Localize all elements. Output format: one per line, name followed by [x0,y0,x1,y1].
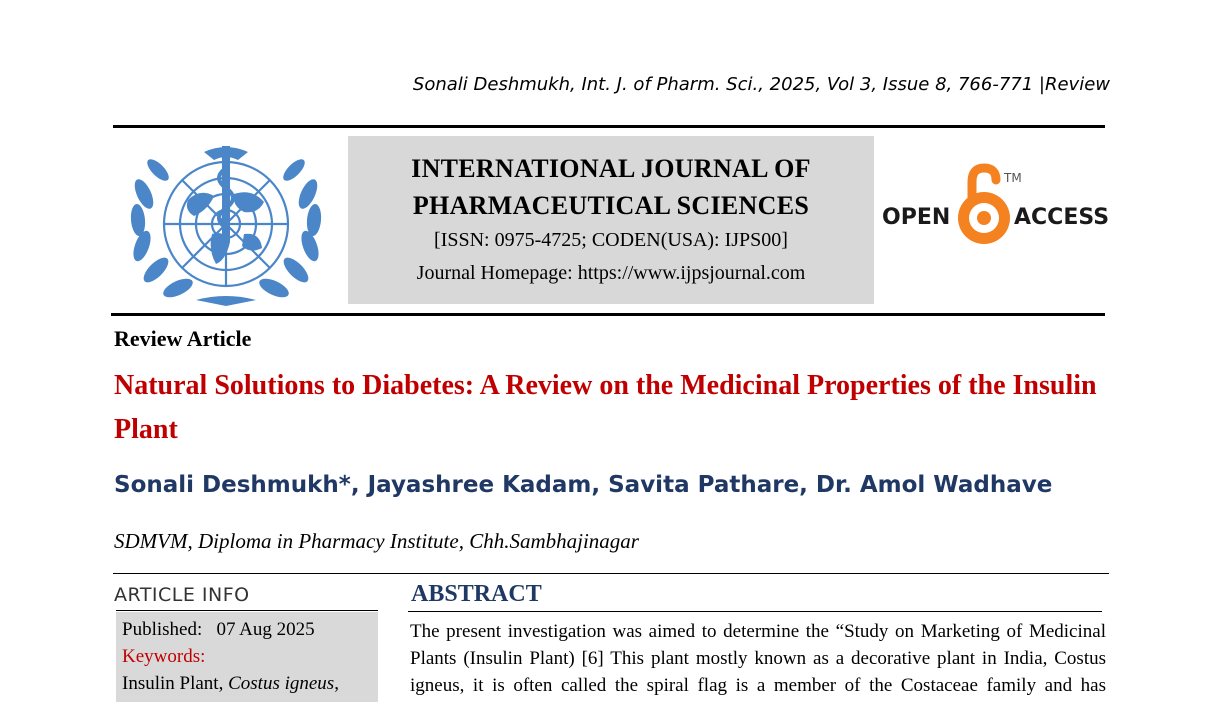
keyword-text: Insulin Plant, [122,673,229,694]
open-access-lock-icon [958,168,1010,244]
keyword-species: Costus igneus [228,673,335,694]
article-info-box [116,612,378,702]
abstract-line: igneus, it is often called the spiral flag is a member of the Costaceae family and has [410,675,1106,696]
section-divider [113,573,1109,574]
abstract-body [410,618,1106,699]
open-access-logo [880,162,1110,254]
open-access-left-text: OPEN [882,205,951,230]
article-info-underline [116,610,378,611]
published-date: 07 Aug 2025 [216,619,315,640]
journal-name-line2: PHARMACEUTICAL SCIENCES [412,191,810,220]
journal-emblem-icon [128,138,324,306]
journal-homepage-link[interactable]: Journal Homepage: https://www.ijpsjournal.com [416,262,806,284]
trademark-mark: TM [1004,171,1022,185]
author-list: Sonali Deshmukh*, Jayashree Kadam, Savita Pathare, Dr. Amol Wadhave [114,472,1053,498]
keywords-values [122,670,372,697]
paper-title: Natural Solutions to Diabetes: A Review on the Medicinal Properties of the Insulin Plant [114,370,1097,445]
author-affiliation: SDMVM, Diploma in Pharmacy Institute, Chh.Sambhajinagar [114,529,639,553]
keyword-comma: , [334,673,339,694]
keywords-label: Keywords: [122,646,206,667]
running-header-citation: Sonali Deshmukh, Int. J. of Pharm. Sci., 2025, Vol 3, Issue 8, 766-771 |Review [412,74,1110,95]
journal-masthead-box [348,136,874,304]
open-access-right-text: ACCESS [1014,205,1110,230]
abstract-underline [408,611,1102,612]
header-rule-bottom [111,313,1105,316]
article-info-heading: ARTICLE INFO [114,584,250,606]
published-label: Published: [122,619,203,640]
abstract-line: The present investigation was aimed to determine the “Study on Marketing of Medicinal [410,621,1106,642]
abstract-line: Plants (Insulin Plant) [6] This plant mostly known as a decorative plant in India, Costus [410,648,1106,669]
journal-name-line1: INTERNATIONAL JOURNAL OF [411,154,811,183]
header-rule-top [113,125,1105,128]
abstract-heading: ABSTRACT [411,581,542,607]
published-row [122,616,372,643]
article-type-label: Review Article [114,326,252,351]
journal-issn: [ISSN: 0975-4725; CODEN(USA): IJPS00] [434,229,788,251]
